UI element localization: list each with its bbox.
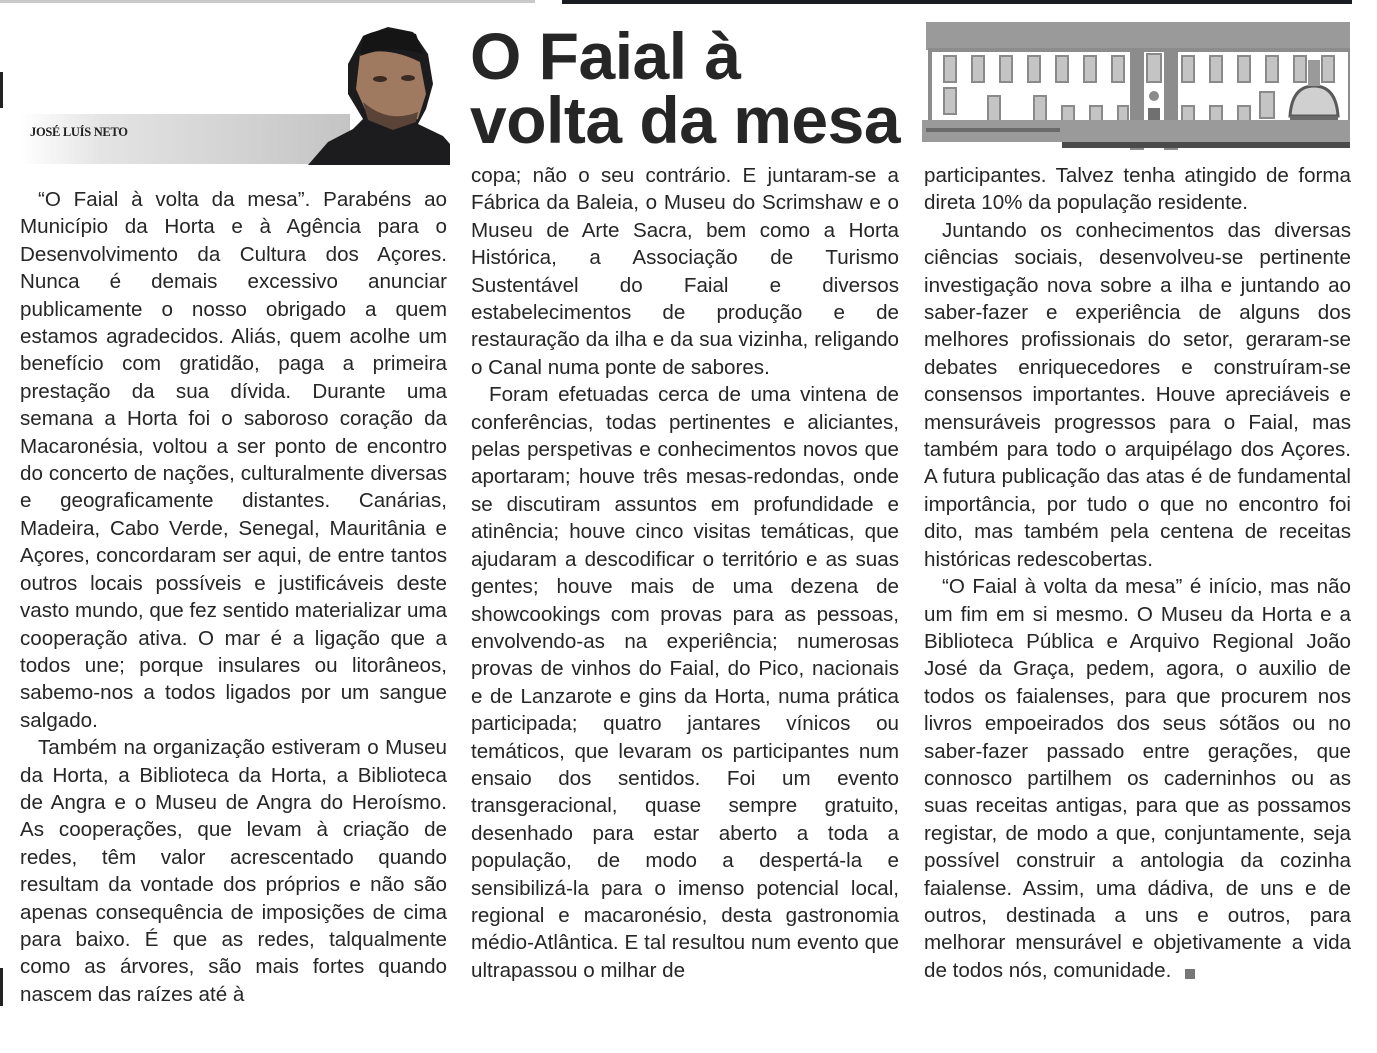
paragraph-final xyxy=(924,573,1351,984)
author-name: JOSÉ LUÍS NETO xyxy=(30,125,128,139)
end-of-article-square-icon xyxy=(1185,969,1195,979)
top-rule-left xyxy=(0,0,535,3)
headline-line-1: O Faial à xyxy=(470,19,741,93)
article-column-1 xyxy=(20,186,447,1008)
top-rule-right xyxy=(562,0,1352,4)
headline xyxy=(470,19,910,157)
headline-line-2: volta da mesa xyxy=(470,83,901,157)
paragraph: participantes. Talvez tenha atingido de forma direta 10% da população residente. xyxy=(924,164,1351,215)
building-facade-illustration-icon xyxy=(922,20,1350,153)
paragraph: Foram efetuadas cerca de uma vintena de conferências, todas pertinentes e aliciantes, pelas perspetivas e conhecimentos novos que aportaram; houve três mesas-redondas, onde se discutiram assuntos em profundidade e atinência; houve cinco visitas temáticas, que ajudaram a descodificar o território e as suas gentes; houve mais de uma dezena de showcookings com provas para as pessoas, envolvendo-as na experiência; numerosas provas de vinhos do Faial, do Pico, nacionais e de Lanzarote e gins da Horta, numa prática participada; quatro jantares vínicos ou temáticos, que levaram os participantes num ensaio dos sentidos. Foi um evento transgeracional, quase sempre gratuito, desenhado para estar aberto a toda a população, de modo a despertá-la e sensibilizá-la para o imenso potencial local, regional e macaronésio, desta gastronomia médio-Atlântica. E tal resultou num evento que ultrapassou o milhar de xyxy=(471,383,899,982)
paragraph: copa; não o seu contrário. E juntaram-se a Fábrica da Baleia, o Museu do Scrimshaw e o Museu de Arte Sacra, bem como a Horta Histórica, a Associação de Turismo Sustentável do Faial e diversos estabelecimentos de produção e de restauração da ilha e da sua vizinha, religando o Canal numa ponte de sabores. xyxy=(471,164,899,379)
paragraph: Juntando os conhecimentos das diversas ciências sociais, desenvolveu-se pertinente investigação nova sobre a ilha e juntando ao saber-fazer e experiência de alguns dos melhores profissionais do setor, geraram-se debates enriquecedores e construíram-se consensos importantes. Houve apreciáveis e mensuráveis progressos para o Faial, mas também para todo o arquipélago dos Açores. A futura publicação das atas é de fundamental importância, por tudo o que no encontro foi dito, mas também pela centena de receitas históricas redescobertas. xyxy=(924,218,1351,571)
paragraph: Também na organização estiveram o Museu da Horta, a Biblioteca da Horta, a Biblioteca de Angra e o Museu de Angra do Heroísmo. As cooperações, que levam à criação de redes, têm valor acrescentado quando resultam da vontade dos próprios e não são apenas consequência de imposições de cima para baixo. É que as redes, talqualmente como as árvores, são mais fortes quando nascem das raízes até à xyxy=(20,736,447,1006)
author-portrait-icon xyxy=(308,24,450,165)
paragraph-text: “O Faial à volta da mesa” é início, mas não um fim em si mesmo. O Museu da Horta e a Biblioteca Pública e Arquivo Regional João José da Graça, pedem, agora, o auxilio de todos os faialenses, para que procurem nos livros empoeirados dos seus sótãos ou no saber-fazer passado entre gerações, que connosco partilhem os caderninhos ou as suas receitas antigas, para que as possamos registar, de modo a que, conjuntamente, seja possível construir a antologia da cozinha faialense. Assim, uma dádiva, de uns e de outros, destinada a uns e outros, para melhorar mensurável e objetivamente a vida de todos nós, comunidade. xyxy=(924,575,1351,982)
margin-rule xyxy=(0,72,3,108)
margin-rule xyxy=(0,968,3,1006)
article-column-2 xyxy=(471,162,899,984)
paragraph: “O Faial à volta da mesa”. Parabéns ao Município da Horta e à Agência para o Desenvolvimento da Cultura dos Açores. Nunca é demais excessivo anunciar publicamente o nosso obrigado a quem estamos agradecidos. Aliás, quem acolhe um benefício com gratidão, paga a primeira prestação da sua dívida. Durante uma semana a Horta foi o saboroso coração da Macaronésia, voltou a ser ponto de encontro do concerto de nações, culturalmente diversas e geograficamente distantes. Canárias, Madeira, Cabo Verde, Senegal, Mauritânia e Açores, concordaram ser aqui, de entre tantos outros locais possíveis e justificáveis deste vasto mundo, que fez sentido materializar uma cooperação ativa. O mar é a ligação que a todos une; porque insulares ou litorâneos, sabemo-nos a todos ligados por um sangue salgado. xyxy=(20,188,447,732)
article-column-3 xyxy=(924,162,1351,984)
